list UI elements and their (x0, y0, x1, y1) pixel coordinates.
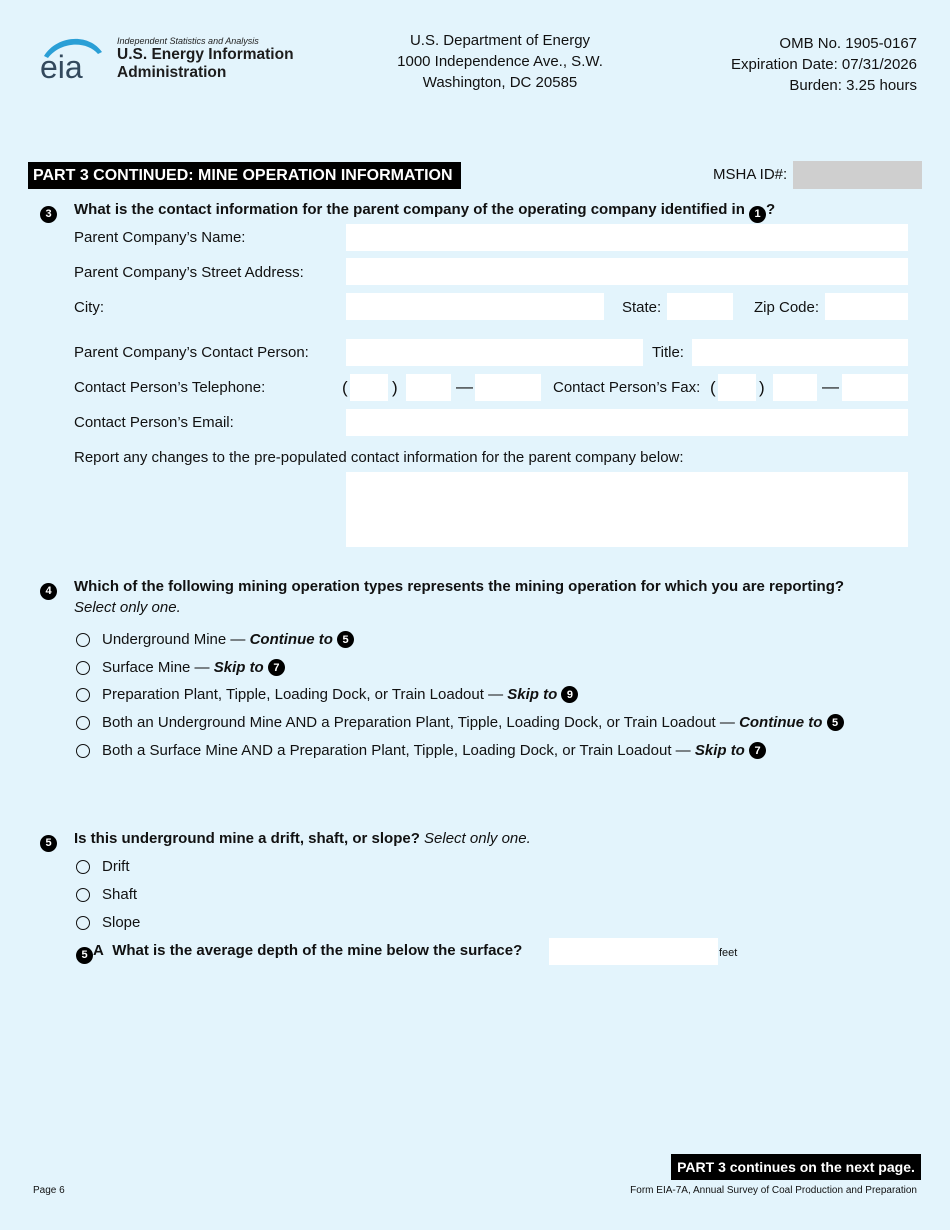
fax-prefix-field[interactable] (773, 374, 817, 401)
target-number-icon: 7 (749, 742, 766, 759)
agency-address (350, 30, 650, 93)
q5-option-drift[interactable] (76, 858, 130, 875)
q5-question (74, 830, 531, 847)
msha-id-field[interactable] (793, 161, 922, 189)
changes-label: Report any changes to the pre-populated contact information for the parent company below: (74, 449, 684, 466)
logo-tagline: Independent Statistics and Analysis (117, 36, 259, 46)
q5-number-icon: 5 (40, 835, 57, 852)
msha-id-label: MSHA ID#: (713, 166, 788, 183)
radio-button[interactable] (76, 716, 90, 730)
parent-street-label: Parent Company’s Street Address: (74, 264, 304, 281)
option-instruction: Skip to (213, 659, 264, 676)
q5-marker (40, 830, 57, 852)
q5-text: Is this underground mine a drift, shaft, or slope? (74, 830, 420, 847)
radio-button[interactable] (76, 633, 90, 647)
target-number-icon: 9 (561, 686, 578, 703)
agency-line1: U.S. Department of Energy (409, 32, 591, 49)
title-label: Title: (652, 344, 684, 361)
q4-option-surface[interactable] (76, 659, 285, 676)
tel-prefix-field[interactable] (406, 374, 451, 401)
q3-ref-icon: 1 (749, 206, 766, 223)
state-field[interactable] (667, 293, 733, 320)
state-label: State: (622, 299, 662, 316)
eia-logo-mark (40, 34, 104, 84)
tel-line-field[interactable] (475, 374, 541, 401)
burden: Burden: 3.25 hours (789, 77, 917, 94)
title-field[interactable] (692, 339, 908, 366)
option-label: Both an Underground Mine AND a Preparation Plant, Tipple, Loading Dock, or Train Loadout — (102, 714, 735, 731)
email-field[interactable] (346, 409, 908, 436)
q4-instruction: Select only one. (74, 599, 181, 616)
radio-button[interactable] (76, 744, 90, 758)
q4-option-underground[interactable] (76, 631, 354, 648)
fax-open-paren: ( (710, 378, 716, 397)
contact-person-field[interactable] (346, 339, 643, 366)
q5-instruction: Select only one. (419, 830, 531, 847)
radio-button[interactable] (76, 860, 90, 874)
q5a-number-icon: 5 (76, 947, 93, 964)
q4-option-surface-and-prep[interactable] (76, 742, 766, 759)
fax-area-code-field[interactable] (718, 374, 756, 401)
q3-number-icon: 3 (40, 206, 57, 223)
depth-unit-label: feet (719, 947, 738, 959)
page-number: Page 6 (33, 1185, 65, 1196)
q3-marker (40, 201, 57, 223)
q5a-question (76, 942, 522, 964)
tel-close-paren: ) (392, 378, 398, 397)
q4-option-preparation-plant[interactable] (76, 686, 578, 703)
target-number-icon: 5 (337, 631, 354, 648)
tel-open-paren: ( (342, 378, 348, 397)
telephone-label: Contact Person’s Telephone: (74, 379, 266, 396)
radio-button[interactable] (76, 916, 90, 930)
agency-line3: Washington, DC 20585 (422, 74, 578, 91)
contact-person-label: Parent Company’s Contact Person: (74, 344, 309, 361)
mine-depth-field[interactable] (549, 938, 718, 965)
q5-option-shaft[interactable] (76, 886, 137, 903)
q4-marker (40, 578, 57, 600)
email-label: Contact Person’s Email: (74, 414, 234, 431)
parent-name-label: Parent Company’s Name: (74, 229, 246, 246)
option-label: Surface Mine — (102, 659, 210, 676)
radio-button[interactable] (76, 888, 90, 902)
option-instruction: Skip to (507, 686, 558, 703)
q5a-letter: A (93, 942, 104, 959)
q3-text-end: ? (766, 201, 776, 218)
parent-name-field[interactable] (346, 224, 908, 251)
option-instruction: Continue to (739, 714, 823, 731)
logo-name-line1: U.S. Energy Information (117, 46, 294, 63)
option-instruction: Continue to (249, 631, 333, 648)
q4-option-underground-and-prep[interactable] (76, 714, 844, 731)
form-name: Form EIA-7A, Annual Survey of Coal Production and Preparation (630, 1185, 917, 1196)
changes-textarea[interactable] (346, 472, 908, 547)
target-number-icon: 5 (827, 714, 844, 731)
option-label: Preparation Plant, Tipple, Loading Dock, or Train Loadout — (102, 686, 504, 703)
fax-dash: — (822, 377, 839, 396)
expiration-date: Expiration Date: 07/31/2026 (731, 56, 917, 73)
option-instruction: Skip to (694, 742, 745, 759)
option-label: Drift (102, 858, 130, 875)
q4-number-icon: 4 (40, 583, 57, 600)
option-label: Shaft (102, 886, 138, 903)
option-label: Slope (102, 914, 141, 931)
parent-street-field[interactable] (346, 258, 908, 285)
q3-question (74, 201, 775, 223)
q4-question: Which of the following mining operation types represents the mining operation for which you are reporting? (74, 578, 845, 595)
fax-close-paren: ) (759, 378, 765, 397)
tel-dash: — (456, 377, 473, 396)
logo-name-line2: Administration (117, 64, 227, 81)
radio-button[interactable] (76, 661, 90, 675)
option-label: Underground Mine — (102, 631, 246, 648)
option-label: Both a Surface Mine AND a Preparation Plant, Tipple, Loading Dock, or Train Loadout — (102, 742, 691, 759)
tel-area-code-field[interactable] (350, 374, 388, 401)
zip-label: Zip Code: (754, 299, 820, 316)
eia-logo (40, 34, 310, 84)
q3-text: What is the contact information for the parent company of the operating company identified in (74, 201, 750, 218)
logo-text: eia (40, 49, 83, 84)
fax-line-field[interactable] (842, 374, 908, 401)
target-number-icon: 7 (268, 659, 285, 676)
continues-banner: PART 3 continues on the next page. (671, 1154, 921, 1180)
q5-option-slope[interactable] (76, 914, 140, 931)
zip-field[interactable] (825, 293, 908, 320)
omb-info (617, 33, 917, 96)
city-label: City: (74, 299, 104, 316)
radio-button[interactable] (76, 688, 90, 702)
fax-label: Contact Person’s Fax: (553, 379, 701, 396)
q5a-text: What is the average depth of the mine below the surface? (112, 942, 523, 959)
omb-number: OMB No. 1905-0167 (779, 35, 917, 52)
logo-agency-name (117, 46, 294, 82)
section-title: PART 3 CONTINUED: MINE OPERATION INFORMATION (28, 162, 461, 189)
city-field[interactable] (346, 293, 604, 320)
agency-line2: 1000 Independence Ave., S.W. (397, 53, 603, 70)
